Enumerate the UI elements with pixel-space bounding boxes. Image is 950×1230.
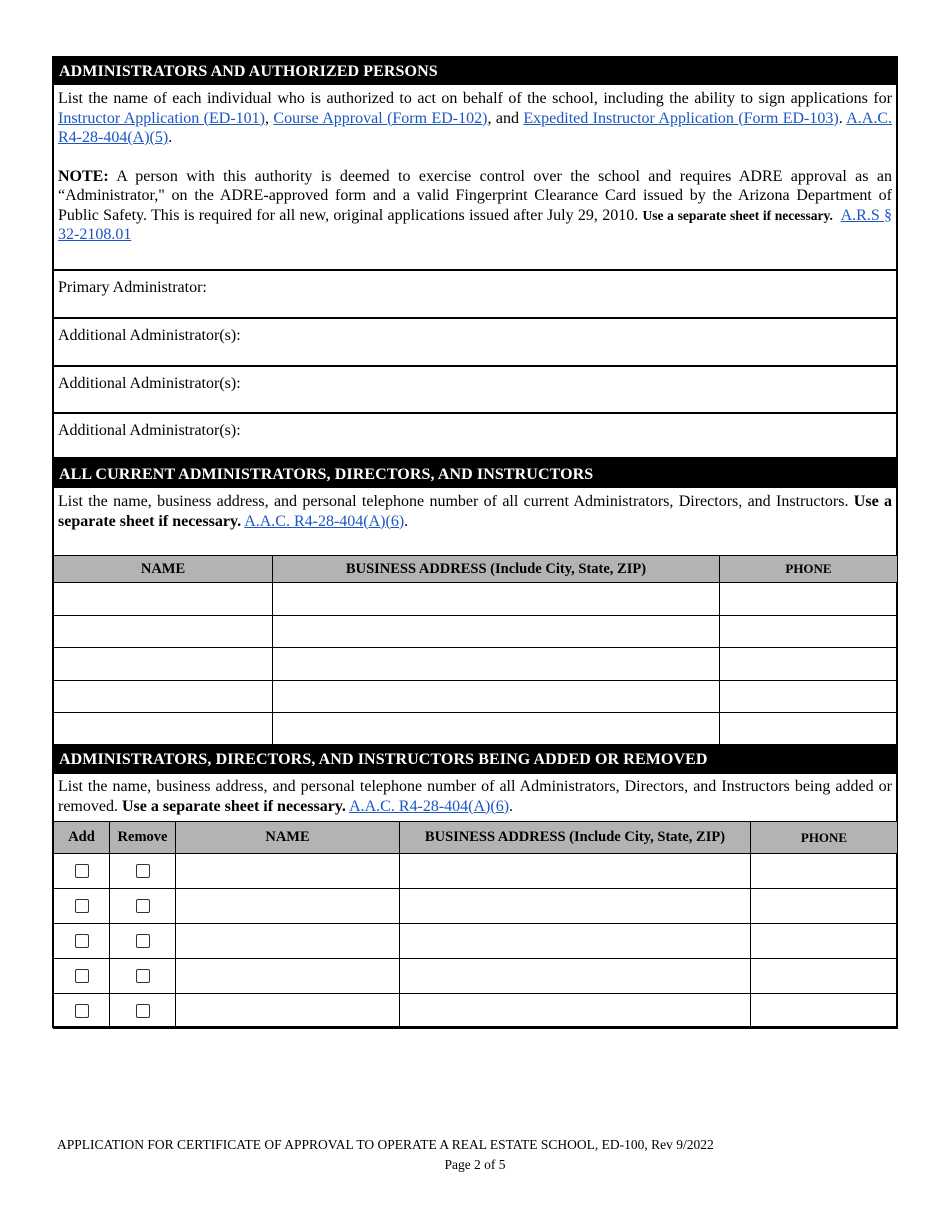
remove-checkbox[interactable] bbox=[136, 934, 150, 948]
note-label: NOTE: bbox=[58, 167, 109, 185]
add-checkbox[interactable] bbox=[75, 969, 89, 983]
ars-statute-link[interactable]: A.R.S § 32-2108.01 bbox=[58, 206, 893, 243]
add-column-header: Add bbox=[54, 822, 110, 854]
name-cell[interactable] bbox=[54, 648, 273, 681]
name-cell[interactable] bbox=[176, 854, 400, 889]
address-cell[interactable] bbox=[400, 854, 751, 889]
separate-sheet-note: Use a separate sheet if necessary. bbox=[58, 493, 893, 530]
address-cell[interactable] bbox=[400, 889, 751, 924]
remove-cell bbox=[110, 994, 176, 1029]
section-header: ADMINISTRATORS, DIRECTORS, AND INSTRUCTORS BEING ADDED OR REMOVED bbox=[54, 746, 896, 774]
phone-cell[interactable] bbox=[720, 583, 898, 616]
add-cell bbox=[54, 889, 110, 924]
current-staff-table bbox=[53, 555, 898, 746]
phone-cell[interactable] bbox=[751, 924, 898, 959]
address-cell[interactable] bbox=[400, 924, 751, 959]
field-label: Additional Administrator(s): bbox=[58, 375, 241, 392]
phone-cell[interactable] bbox=[720, 681, 898, 713]
phone-cell[interactable] bbox=[720, 713, 898, 746]
remove-checkbox[interactable] bbox=[136, 969, 150, 983]
address-cell[interactable] bbox=[273, 713, 720, 746]
course-approval-link[interactable]: Course Approval (Form ED-102) bbox=[273, 109, 488, 127]
remove-checkbox[interactable] bbox=[136, 899, 150, 913]
table-row bbox=[54, 994, 898, 1029]
phone-cell[interactable] bbox=[751, 959, 898, 994]
table-row bbox=[54, 583, 898, 616]
table-header-row bbox=[54, 556, 898, 583]
phone-column-header: PHONE bbox=[751, 822, 898, 854]
remove-checkbox[interactable] bbox=[136, 864, 150, 878]
phone-cell[interactable] bbox=[751, 854, 898, 889]
add-checkbox[interactable] bbox=[75, 899, 89, 913]
staff-changes-table bbox=[53, 821, 898, 1029]
additional-administrator-field[interactable] bbox=[54, 317, 896, 365]
address-column-header: BUSINESS ADDRESS (Include City, State, ZIP) bbox=[273, 556, 720, 583]
field-label: Additional Administrator(s): bbox=[58, 327, 241, 344]
aac-rule-link[interactable]: A.A.C. R4-28-404(A)(5) bbox=[58, 109, 893, 146]
remove-cell bbox=[110, 854, 176, 889]
name-cell[interactable] bbox=[54, 713, 273, 746]
address-cell[interactable] bbox=[273, 583, 720, 616]
additional-administrator-field[interactable] bbox=[54, 365, 896, 412]
address-cell[interactable] bbox=[400, 994, 751, 1029]
table-row bbox=[54, 616, 898, 648]
field-label: Primary Administrator: bbox=[58, 279, 207, 296]
table-row bbox=[54, 648, 898, 681]
field-label: Additional Administrator(s): bbox=[58, 422, 241, 439]
table-row bbox=[54, 959, 898, 994]
table-row bbox=[54, 854, 898, 889]
aac-rule-link[interactable]: A.A.C. R4-28-404(A)(6) bbox=[244, 512, 405, 530]
add-checkbox[interactable] bbox=[75, 934, 89, 948]
name-cell[interactable] bbox=[176, 924, 400, 959]
remove-column-header: Remove bbox=[110, 822, 176, 854]
expedited-instructor-link[interactable]: Expedited Instructor Application (Form ED-103) bbox=[523, 109, 839, 127]
note-text: A person with this authority is deemed to exercise control over the school and requires ADRE approval as an “Administrator," on the ADRE-approved form and a valid Fingerprint Clearance Card issued by the Arizona Department of Public Safety. This is required for all new, original applications issued after July 29, 2010. bbox=[58, 167, 892, 224]
address-cell[interactable] bbox=[400, 959, 751, 994]
section-header: ALL CURRENT ADMINISTRATORS, DIRECTORS, AND INSTRUCTORS bbox=[54, 461, 896, 488]
table-row bbox=[54, 889, 898, 924]
remove-checkbox[interactable] bbox=[136, 1004, 150, 1018]
remove-cell bbox=[110, 959, 176, 994]
add-cell bbox=[54, 854, 110, 889]
add-checkbox[interactable] bbox=[75, 864, 89, 878]
phone-cell[interactable] bbox=[720, 648, 898, 681]
phone-cell[interactable] bbox=[751, 889, 898, 924]
form-footer-title: APPLICATION FOR CERTIFICATE OF APPROVAL TO OPERATE A REAL ESTATE SCHOOL, ED-100, Rev 9/2022 bbox=[57, 1137, 714, 1152]
section-instructions: List the name, business address, and personal telephone number of all current Administrators, Directors, and Instructors. Use a separate sheet if necessary. A.A.C. R4-28-404(A)(6). bbox=[58, 493, 893, 530]
intro-text: List the name of each individual who is authorized to act on behalf of the school, including the ability to sign applications for bbox=[58, 90, 892, 107]
table-row bbox=[54, 924, 898, 959]
add-cell bbox=[54, 994, 110, 1029]
page-number: Page 2 of 5 bbox=[444, 1157, 506, 1172]
name-cell[interactable] bbox=[54, 616, 273, 648]
section-instructions: List the name of each individual who is authorized to act on behalf of the school, including the ability to sign applications for Instructor Application (ED-101), Course Approval (Form ED-102), and Expedited Instructor Application (Form ED-103). A.A.C. R4-28-404(A)(5). NOTE: A person with this authority is deemed to exercise control over the school and requires ADRE approval as an “Administrator," on the ADRE-approved form and a valid Fingerprint Clearance Card issued by the Arizona Department of Public Safety. This is required for all new, original applications issued after July 29, 2010. Use a separate sheet if necessary. A.R.S § 32-2108.01 bbox=[58, 90, 893, 243]
section-instructions: List the name, business address, and personal telephone number of all Administrators, Directors, and Instructors being added or removed. Use a separate sheet if necessary. A.A.C. R4-28-404(A)(6). bbox=[58, 778, 892, 815]
name-cell[interactable] bbox=[176, 889, 400, 924]
additional-administrator-field[interactable] bbox=[54, 412, 896, 459]
name-cell[interactable] bbox=[176, 959, 400, 994]
section-header: ADMINISTRATORS AND AUTHORIZED PERSONS bbox=[54, 58, 896, 85]
add-cell bbox=[54, 959, 110, 994]
address-cell[interactable] bbox=[273, 616, 720, 648]
add-cell bbox=[54, 924, 110, 959]
table-header-row bbox=[54, 822, 898, 854]
table-row bbox=[54, 713, 898, 746]
phone-cell[interactable] bbox=[720, 616, 898, 648]
section-administrators-authorized bbox=[52, 56, 898, 459]
separate-sheet-note: Use a separate sheet if necessary. bbox=[121, 797, 346, 815]
phone-cell[interactable] bbox=[751, 994, 898, 1029]
section-current-staff bbox=[52, 459, 898, 745]
address-column-header: BUSINESS ADDRESS (Include City, State, ZIP) bbox=[400, 822, 751, 854]
add-checkbox[interactable] bbox=[75, 1004, 89, 1018]
intro-text: List the name, business address, and personal telephone number of all current Administrators, Directors, and Instructors. bbox=[58, 493, 849, 510]
name-cell[interactable] bbox=[54, 583, 273, 616]
note-separate-sheet: Use a separate sheet if necessary. bbox=[642, 207, 833, 223]
phone-column-header: PHONE bbox=[720, 556, 898, 583]
aac-rule-link[interactable]: A.A.C. R4-28-404(A)(6) bbox=[349, 797, 510, 815]
section-added-removed bbox=[52, 744, 898, 1028]
name-cell[interactable] bbox=[176, 994, 400, 1029]
remove-cell bbox=[110, 924, 176, 959]
intro-text: List the name, business address, and personal telephone number of all Administrators, Directors, and Instructors being added or removed. bbox=[58, 778, 892, 815]
instructor-application-link[interactable]: Instructor Application (ED-101) bbox=[58, 109, 265, 127]
name-column-header: NAME bbox=[176, 822, 400, 854]
remove-cell bbox=[110, 889, 176, 924]
primary-administrator-field[interactable] bbox=[54, 269, 896, 317]
name-column-header: NAME bbox=[54, 556, 273, 583]
table-row bbox=[54, 681, 898, 713]
address-cell[interactable] bbox=[273, 648, 720, 681]
address-cell[interactable] bbox=[273, 681, 720, 713]
name-cell[interactable] bbox=[54, 681, 273, 713]
